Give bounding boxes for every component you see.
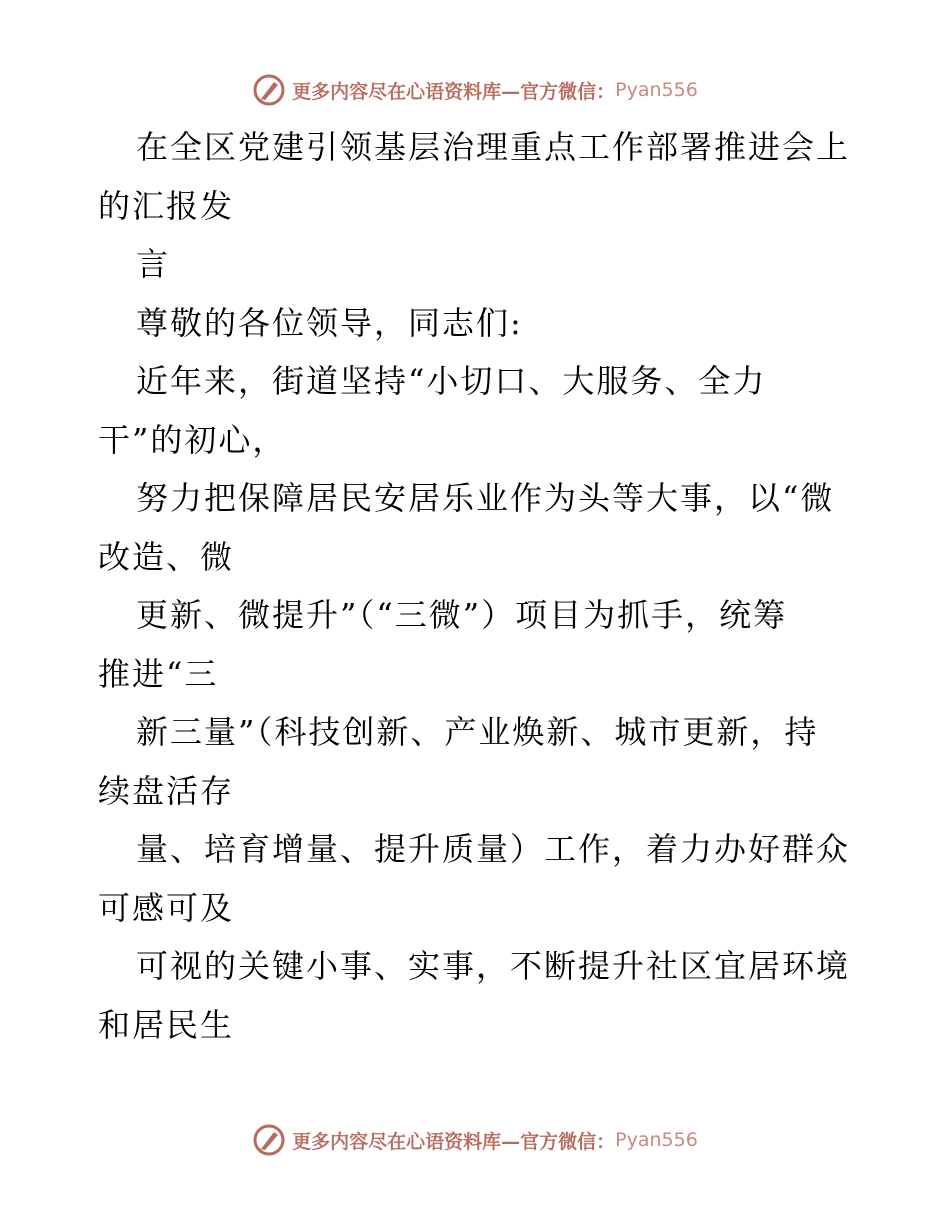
document-body xyxy=(98,118,858,1054)
text-line: 言 xyxy=(136,245,171,283)
text-line: 新三量”（科技创新、产业焕新、城市更新，持 xyxy=(136,713,819,751)
watermark-brand-text: 更多内容尽在心语资料库—官方微信： xyxy=(292,1130,616,1153)
text-line: 近年来，街道坚持“小切口、大服务、全力 xyxy=(136,362,767,400)
text-line: 的汇报发 xyxy=(98,186,235,225)
text-line: 在全区党建引领基层治理重点工作部署推进会上 xyxy=(136,128,851,166)
text-line: 和居民生 xyxy=(98,1005,235,1044)
text-line: 推进“三 xyxy=(98,654,219,693)
header-watermark xyxy=(0,70,950,110)
text-line: 可视的关键小事、实事，不断提升社区宜居环境 xyxy=(136,947,851,985)
quill-pen-logo-icon xyxy=(252,1123,286,1157)
watermark-wechat-id: Pyan556 xyxy=(615,79,698,101)
text-line: 可感可及 xyxy=(98,888,235,927)
watermark-wechat-id: Pyan556 xyxy=(615,1129,698,1151)
text-line: 干”的初心， xyxy=(98,420,287,459)
text-line: 续盘活存 xyxy=(98,771,235,810)
text-line: 量、培育增量、提升质量）工作，着力办好群众 xyxy=(136,830,851,868)
text-line: 努力把保障居民安居乐业作为头等大事，以“微 xyxy=(136,479,835,517)
footer-watermark xyxy=(0,1120,950,1160)
quill-pen-logo-icon xyxy=(252,73,286,107)
watermark-brand-text: 更多内容尽在心语资料库—官方微信： xyxy=(292,80,616,103)
text-line: 改造、微 xyxy=(98,537,235,576)
text-line: 尊敬的各位领导，同志们: xyxy=(136,303,523,342)
text-line: 更新、微提升”（“三微”）项目为抓手，统筹 xyxy=(136,596,788,634)
